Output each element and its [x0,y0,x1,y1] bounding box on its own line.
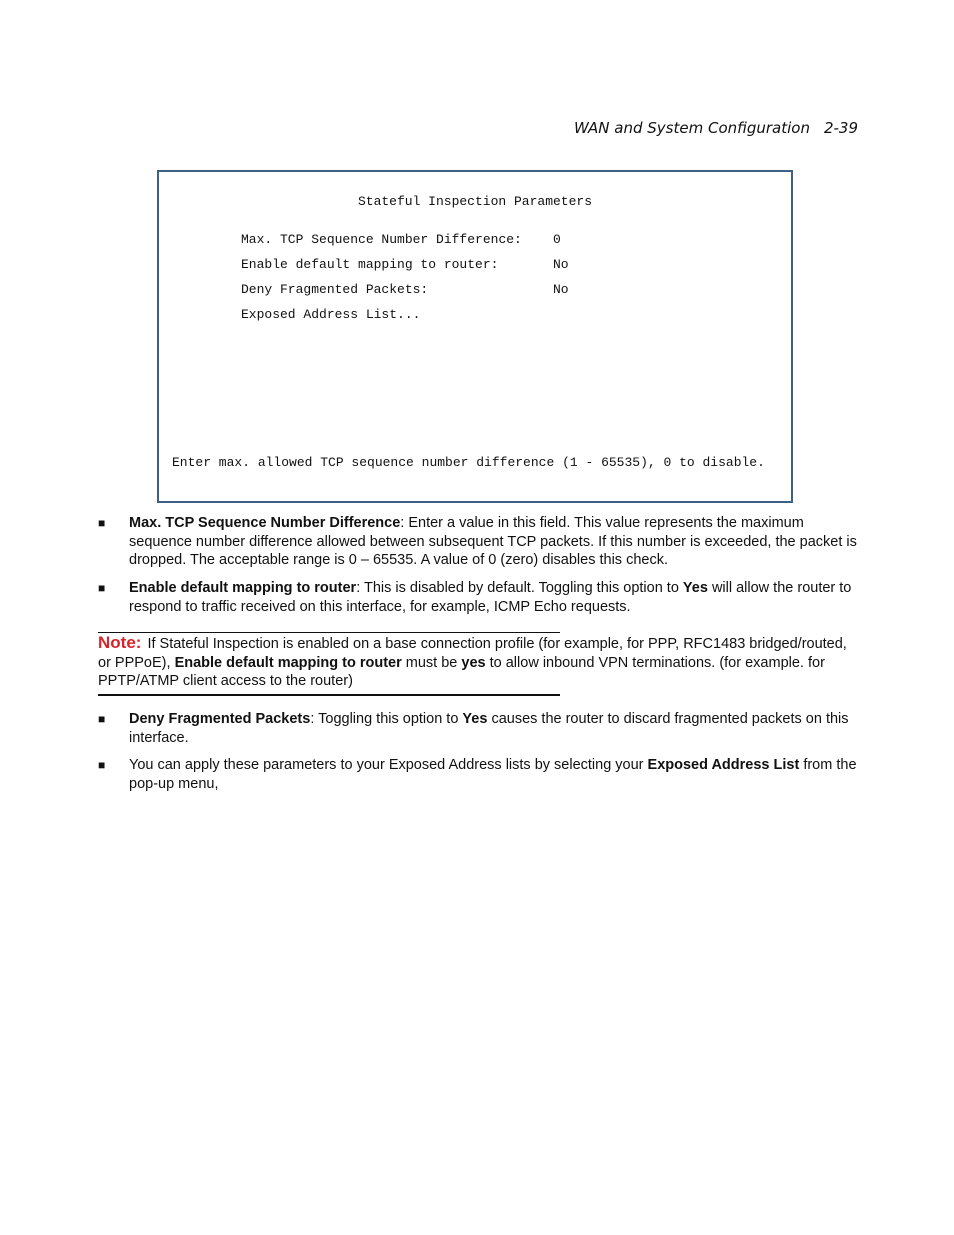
bullet-icon: ■ [98,758,106,772]
note-label: Note: [98,633,142,652]
description: You can apply these parameters to your Exposed Address lists by selecting your [129,757,648,773]
list-item [98,514,858,570]
term: Deny Fragmented Packets [129,711,311,727]
note-text: must be [401,654,462,671]
page-number: 2-39 [823,119,858,137]
exposed-address-list-item[interactable]: Exposed Address List... [241,307,421,322]
list-item-text [129,579,858,616]
term: Max. TCP Sequence Number Difference [129,515,401,531]
description: from the pop-up menu, [129,757,857,792]
field-enable-default-mapping[interactable] [241,257,569,272]
bullet-icon: ■ [98,516,106,530]
description: : This is disabled by default. Toggling this option to [356,580,683,596]
term: Enable default mapping to router [129,580,357,596]
value-keyword: Yes [462,711,488,727]
bullet-icon: ■ [98,712,106,726]
note-text: If Stateful Inspection is enabled on a base connection profile (for example, for PPP, RFC1483 bridged/routed, or PPPoE), [98,636,847,671]
field-value[interactable]: No [553,282,569,297]
section-title: WAN and System Configuration [573,119,810,137]
list-item-text [129,756,858,793]
value-keyword: Yes [682,580,708,596]
description: will allow the router to respond to traffic received on this interface, for example, ICMP Echo requests. [129,580,852,615]
field-value[interactable]: No [553,257,569,272]
bullet-icon: ■ [98,581,106,595]
terminal-title: Stateful Inspection Parameters [357,194,593,209]
term: Enable default mapping to router [174,654,402,671]
field-label: Deny Fragmented Packets: [241,282,429,297]
field-label: Max. TCP Sequence Number Difference: [241,232,522,247]
field-label: Enable default mapping to router: [241,257,499,272]
note-block [98,634,858,691]
list-item [98,579,858,616]
status-line: Enter max. allowed TCP sequence number difference (1 - 65535), 0 to disable. [172,455,765,470]
running-header [480,119,858,137]
description: : Enter a value in this field. This value represents the maximum sequence number difference allowed between subsequent TCP packets. If this number is exceeded, the packet is dropped. The acceptable range is 0 – 65535. A value of 0 (zero) disables this check. [129,515,857,568]
description: : Toggling this option to [310,711,463,727]
terminal-screen [157,170,793,503]
list-item [98,710,858,747]
field-max-tcp-seq-diff[interactable] [241,232,561,247]
field-deny-fragmented[interactable] [241,282,569,297]
list-item-text [129,710,858,747]
note-bottom-rule [98,694,560,696]
field-value[interactable]: 0 [553,232,561,247]
description: causes the router to discard fragmented packets on this interface. [129,711,849,746]
term: Exposed Address List [647,757,800,773]
list-item [98,756,858,793]
note-text: to allow inbound VPN terminations. (for example. for PPTP/ATMP client access to the router) [98,654,825,689]
value-keyword: yes [461,654,486,671]
note-top-rule [98,632,560,633]
list-item-text [129,514,858,570]
